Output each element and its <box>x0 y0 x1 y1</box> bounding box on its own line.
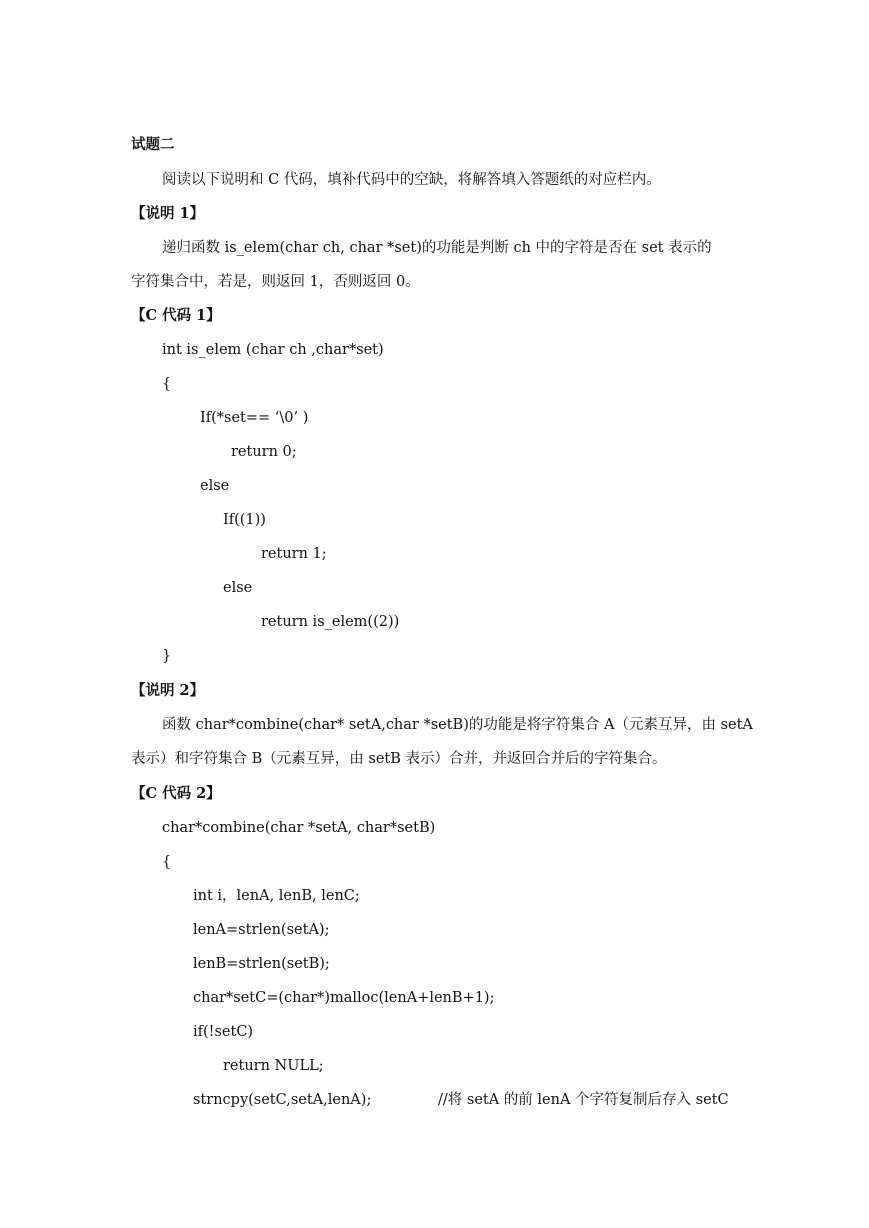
code1-line: If(*set== ‘\0’ ) <box>200 410 309 426</box>
code1-line: else <box>200 478 230 494</box>
code1-line: int is_elem (char ch ,char*set) <box>162 342 384 358</box>
code1-line: } <box>162 648 172 664</box>
code2-line: lenA=strlen(setA); <box>193 922 330 938</box>
code1-line: If((1)) <box>223 512 266 528</box>
intro-paragraph: 阅读以下说明和 C 代码，填补代码中的空缺，将解答填入答题纸的对应栏内。 <box>162 172 661 188</box>
code1-line: return 1; <box>261 546 327 562</box>
code1-heading: 【C 代码 1】 <box>131 307 221 324</box>
code2-line: { <box>162 854 172 870</box>
section2-desc-line2: 表示）和字符集合 B（元素互异，由 setB 表示）合并，并返回合并后的字符集合。 <box>131 751 667 767</box>
code2-heading: 【C 代码 2】 <box>131 785 221 802</box>
code2-line: char*setC=(char*)malloc(lenA+lenB+1); <box>193 990 495 1006</box>
code2-line: strncpy(setC,setA,lenA); <box>193 1092 372 1108</box>
title: 试题二 <box>131 136 175 153</box>
section1-desc-line2: 字符集合中，若是，则返回 1，否则返回 0。 <box>131 274 420 290</box>
section2-desc-line1: 函数 char*combine(char* setA,char *setB)的功能是将字符集合 A（元素互异，由 setA <box>162 717 753 733</box>
code1-line: return 0; <box>231 444 297 460</box>
code2-line: char*combine(char *setA, char*setB) <box>162 820 436 836</box>
section1-desc-line1: 递归函数 is_elem(char ch, char *set)的功能是判断 ch 中的字符是否在 set 表示的 <box>162 240 712 256</box>
code2-line: int i，lenA, lenB, lenC; <box>193 888 360 904</box>
code1-line: else <box>223 580 253 596</box>
section1-heading: 【说明 1】 <box>131 205 205 222</box>
code1-line: return is_elem((2)) <box>261 614 400 630</box>
code2-line: if(!setC) <box>193 1024 254 1040</box>
code2-comment: //将 setA 的前 lenA 个字符复制后存入 setC <box>438 1092 729 1108</box>
code2-line: return NULL; <box>223 1058 324 1074</box>
code2-line: lenB=strlen(setB); <box>193 956 330 972</box>
section2-heading: 【说明 2】 <box>131 682 205 699</box>
code1-line: { <box>162 376 172 392</box>
